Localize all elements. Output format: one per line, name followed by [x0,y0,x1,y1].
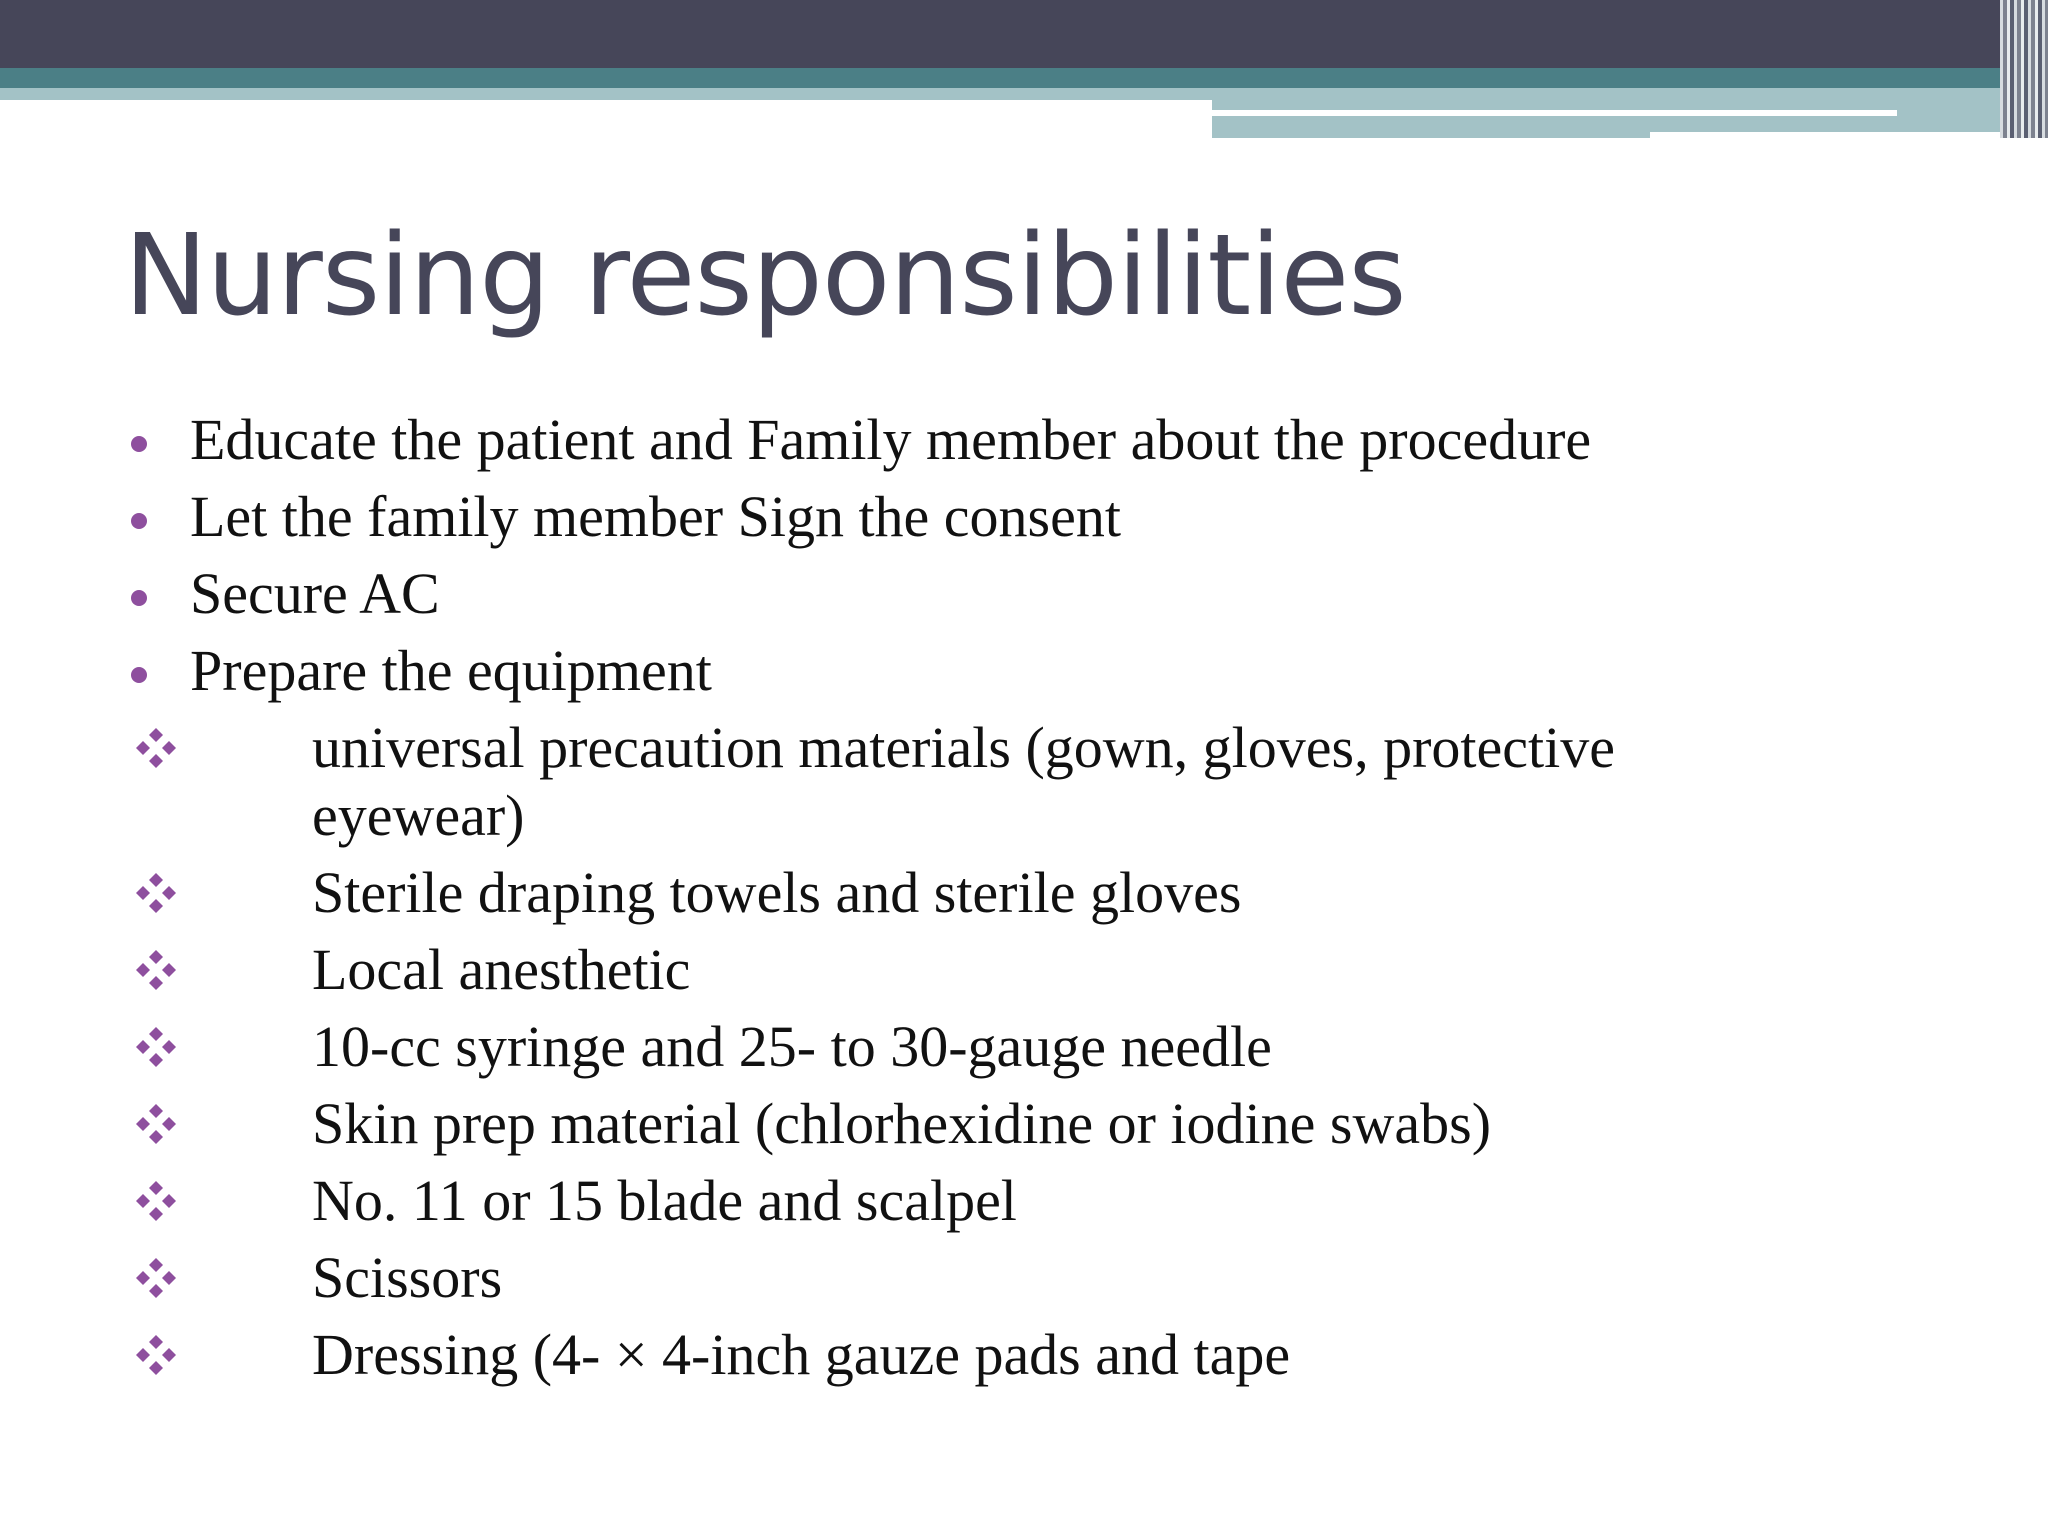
list-item [0,859,2048,927]
equipment-text: Skin prep material (chlorhexidine or iodine swabs) [312,1091,1492,1156]
list-item [0,483,2048,551]
four-diamond-bullet-icon [134,1333,178,1377]
dot-bullet-icon [131,513,147,529]
four-diamond-bullet-icon [134,948,178,992]
bullet-text: Let the family member Sign the consent [190,484,1121,549]
four-diamond-bullet-icon [134,871,178,915]
list-item [0,1013,2048,1081]
equipment-text: Sterile draping towels and sterile gloves [312,860,1242,925]
header-band-teal [0,68,2048,88]
dot-bullet-icon [131,436,147,452]
list-item [0,637,2048,705]
four-diamond-bullet-icon [134,1256,178,1300]
list-item [0,1244,2048,1312]
bullet-text: Secure AC [190,561,440,626]
equipment-text: universal precaution materials (gown, gloves, protective eyewear) [312,715,1615,848]
equipment-text: Dressing (4- × 4-inch gauze pads and tape [312,1322,1291,1387]
bullet-text: Prepare the equipment [190,638,712,703]
equipment-text: Local anesthetic [312,937,691,1002]
list-item [0,1321,2048,1389]
header-band-light-left [0,88,1212,100]
four-diamond-bullet-icon [134,1102,178,1146]
equipment-text: Scissors [312,1245,503,1310]
equipment-text: 10-cc syringe and 25- to 30-gauge needle [312,1014,1272,1079]
list-item [0,936,2048,1004]
slide-title: Nursing responsibilities [124,211,1406,341]
four-diamond-bullet-icon [134,1025,178,1069]
header-accent-line [1212,110,1897,116]
list-item [0,714,2048,850]
equipment-text: No. 11 or 15 blade and scalpel [312,1168,1017,1233]
header-band-dark [0,0,2048,68]
header-stripes [2000,0,2048,138]
list-item [0,560,2048,628]
four-diamond-bullet-icon [134,1179,178,1223]
list-item [0,1090,2048,1158]
list-item [0,1167,2048,1235]
bullet-text: Educate the patient and Family member about the procedure [190,407,1592,472]
list-item [0,406,2048,474]
dot-bullet-icon [131,590,147,606]
dot-bullet-icon [131,667,147,683]
four-diamond-bullet-icon [134,726,178,770]
header-accent-line [1650,132,2010,138]
